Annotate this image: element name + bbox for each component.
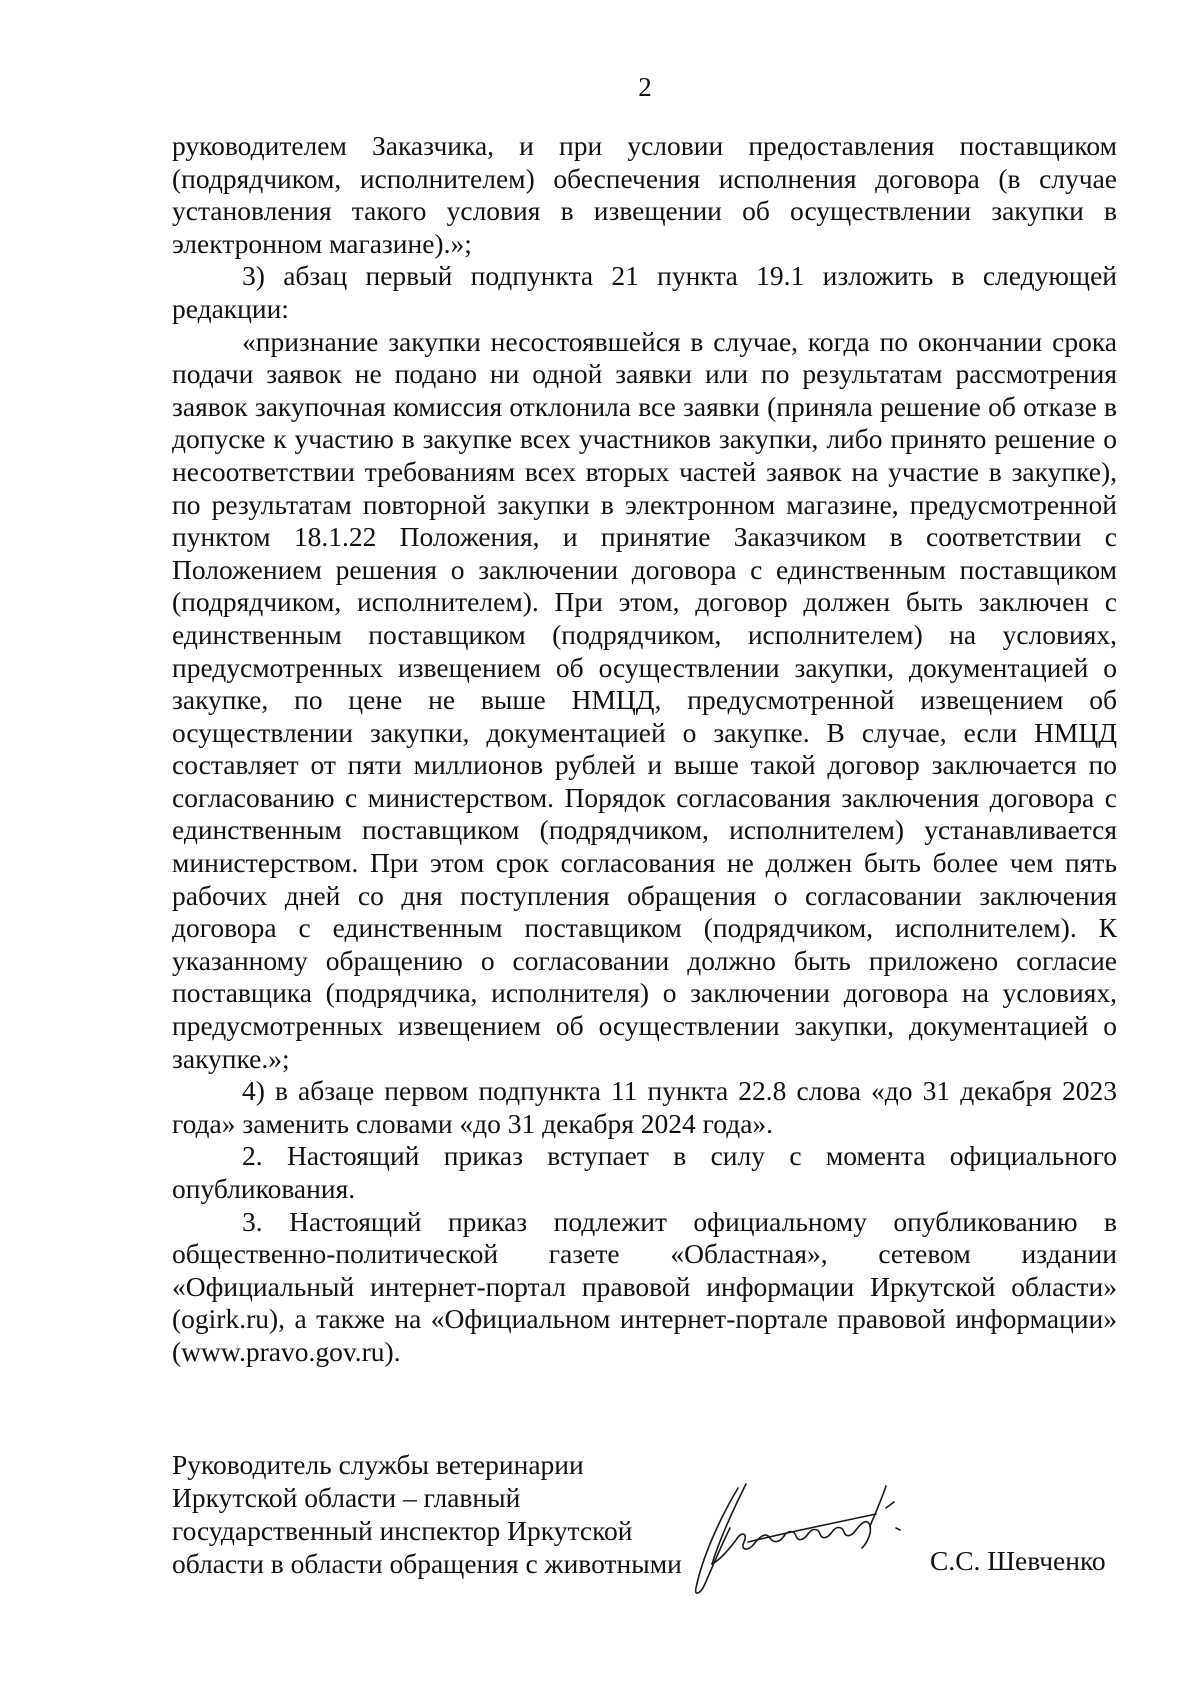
position-line: государственный инспектор Иркутской — [172, 1515, 633, 1546]
paragraph-clause-3: 3. Настоящий приказ подлежит официальному опубликованию в общественно-политической газете «Областная», сетевом издании «Официальный интернет-портал правовой информации Иркутской области» (ogirk.ru), а также на «Официальном интернет-портале правовой информации» (www.pravo.gov.ru). — [172, 1205, 1117, 1367]
paragraph-quoted-text: «признание закупки несостоявшейся в случае, когда по окончании срока подачи заявок не подано ни одной заявки или по результатам рассмотрения заявок закупочная комиссия отклонила все заявки (приняла решение об отказе в допуске к участию в закупке всех участников закупки, либо принято решение о несоответствии требованиям всех вторых частей заявок на участие в закупке), по результатам повторной закупки в электронном магазине, предусмотренной пунктом 18.1.22 Положения, и принятие Заказчиком в соответствии с Положением решения о заключении договора с единственным поставщиком (подрядчиком, исполнителем). При этом, договор должен быть заключен с единственным поставщиком (подрядчиком, исполнителем) на условиях, предусмотренных извещением об осуществлении закупки, документацией о закупке, по цене не выше НМЦД, предусмотренной извещением об осуществлении закупки, документацией о закупке. В случае, если НМЦД составляет от пяти миллионов рублей и выше такой договор заключается по согласованию с министерством. Порядок согласования заключения договора с единственным поставщиком (подрядчиком, исполнителем) устанавливается министерством. При этом срок согласования не должен быть более чем пять рабочих дней со дня поступления обращения о согласовании заключения договора с единственным поставщиком (подрядчиком, исполнителем). К указанному обращению о согласовании должно быть приложено согласие поставщика (подрядчика, исполнителя) о заключении договора на условиях, предусмотренных извещением об осуществлении закупки, документацией о закупке.»; — [172, 325, 1117, 1074]
page-number: 2 — [638, 72, 652, 102]
paragraph-item-4: 4) в абзаце первом подпункта 11 пункта 22.8 слова «до 31 декабря 2023 года» заменить словами «до 31 декабря 2024 года». — [172, 1075, 1117, 1139]
position-line: Руководитель службы ветеринарии — [172, 1449, 584, 1480]
paragraph-continuation: руководителем Заказчика, и при условии предоставления поставщиком (подрядчиком, исполнителем) обеспечения исполнения договора (в случае установления такого условия в извещении об осуществлении закупки в электронном магазине).»; — [172, 130, 1117, 259]
position-line: Иркутской области – главный — [172, 1482, 521, 1513]
paragraph-clause-2: 2. Настоящий приказ вступает в силу с момента официального опубликования. — [172, 1140, 1117, 1204]
handwritten-signature-icon — [690, 1468, 920, 1598]
signer-name: С.С. Шевченко — [930, 1545, 1106, 1576]
signatory-position — [172, 1448, 692, 1580]
paragraph-item-3: 3) абзац первый подпункта 21 пункта 19.1 изложить в следующей редакции: — [172, 260, 1117, 324]
document-body — [172, 130, 1117, 1369]
position-line: области в области обращения с животными — [172, 1548, 682, 1579]
